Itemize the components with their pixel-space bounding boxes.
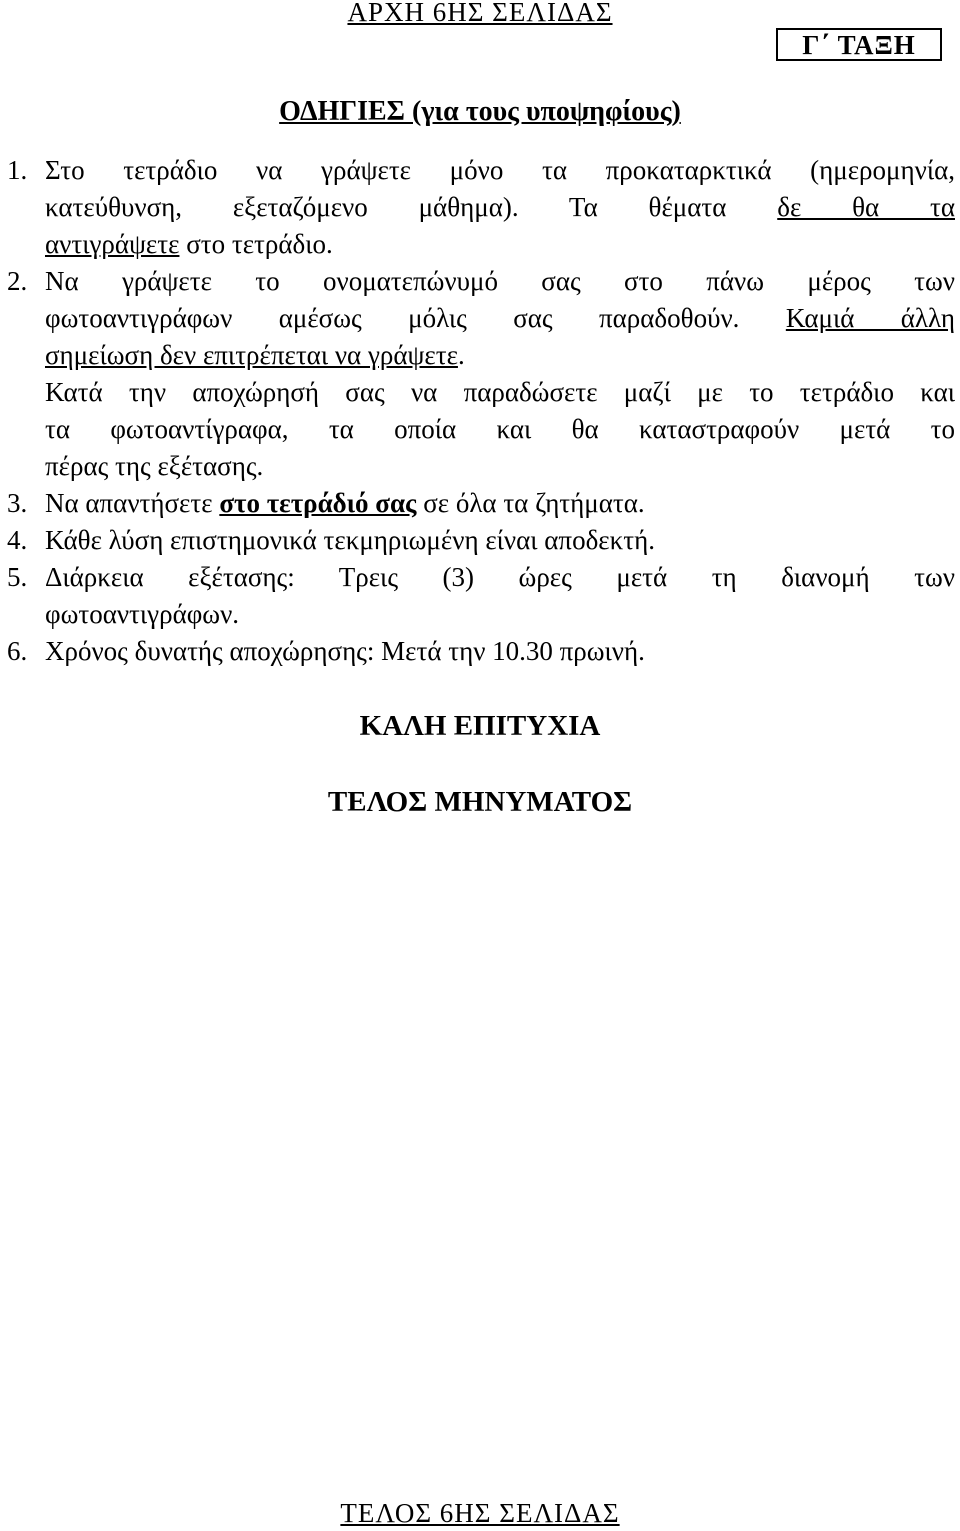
page-end-footer: ΤΕΛΟΣ 6ΗΣ ΣΕΛΙΔΑΣ <box>340 1498 620 1528</box>
item5-line1: Διάρκεια εξέτασης: Τρεις (3) ώρες μετά τη διανομή των <box>45 562 955 592</box>
item-number: 1. <box>7 155 28 185</box>
instruction-item-3 <box>7 485 955 522</box>
instruction-item-1 <box>7 152 955 263</box>
item2-line5: τα φωτοαντίγραφα, τα οποία και θα καταστραφούν μετά το <box>45 414 955 444</box>
good-luck-text: ΚΑΛΗ ΕΠΙΤΥΧΙΑ <box>359 710 601 742</box>
page-start-header: ΑΡΧΗ 6ΗΣ ΣΕΛΙΔΑΣ <box>347 0 613 27</box>
item1-line1: Στο τετράδιο να γράψετε μόνο τα προκαταρκτικά (ημερομηνία, <box>45 155 955 185</box>
item1-line3: στο τετράδιο. <box>179 229 333 259</box>
item3-text: Να απαντήσετε <box>45 488 220 518</box>
item2-line3: . <box>457 340 465 370</box>
class-label-box: Γ΄ ΤΑΞΗ <box>776 28 942 61</box>
item-number: 4. <box>7 525 28 555</box>
end-of-message-text: ΤΕΛΟΣ ΜΗΝΥΜΑΤΟΣ <box>327 786 633 818</box>
item-number: 5. <box>7 562 28 592</box>
instruction-item-4 <box>7 522 955 559</box>
item4-text: Κάθε λύση επιστημονικά τεκμηριωμένη είναι αποδεκτή. <box>45 525 655 555</box>
instruction-item-2 <box>7 263 955 485</box>
item3-bold-underlined-text: στο τετράδιό σας <box>219 488 417 518</box>
item1-underlined-text-cont: αντιγράψετε <box>45 229 180 259</box>
instruction-item-6 <box>7 633 955 670</box>
item2-line6: πέρας της εξέτασης. <box>45 451 264 481</box>
item2-underlined-text-cont: σημείωση δεν επιτρέπεται να γράψετε <box>45 340 458 370</box>
item5-line2: φωτοαντιγράφων. <box>45 599 240 629</box>
item2-line2: φωτοαντιγράφων αμέσως μόλις σας παραδοθούν. <box>45 303 786 333</box>
item-number: 3. <box>7 488 28 518</box>
item-number: 6. <box>7 636 28 666</box>
item2-underlined-text: Καμιά άλλη <box>785 303 955 333</box>
item2-line1: Να γράψετε το ονοματεπώνυμό σας στο πάνω μέρος των <box>45 266 955 296</box>
instruction-item-5 <box>7 559 955 633</box>
item1-line2: κατεύθυνση, εξεταζόμενο μάθημα). Τα θέματα <box>45 192 778 222</box>
item1-underlined-text: δε θα τα <box>777 192 955 222</box>
instructions-title: ΟΔΗΓΙΕΣ (για τους υποψηφίους) <box>279 96 681 127</box>
item6-text: Χρόνος δυνατής αποχώρησης: Μετά την 10.30 πρωινή. <box>45 636 645 666</box>
item-number: 2. <box>7 266 28 296</box>
item2-line4: Κατά την αποχώρησή σας να παραδώσετε μαζί με το τετράδιο και <box>45 377 955 407</box>
item3-text-end: σε όλα τα ζητήματα. <box>416 488 645 518</box>
